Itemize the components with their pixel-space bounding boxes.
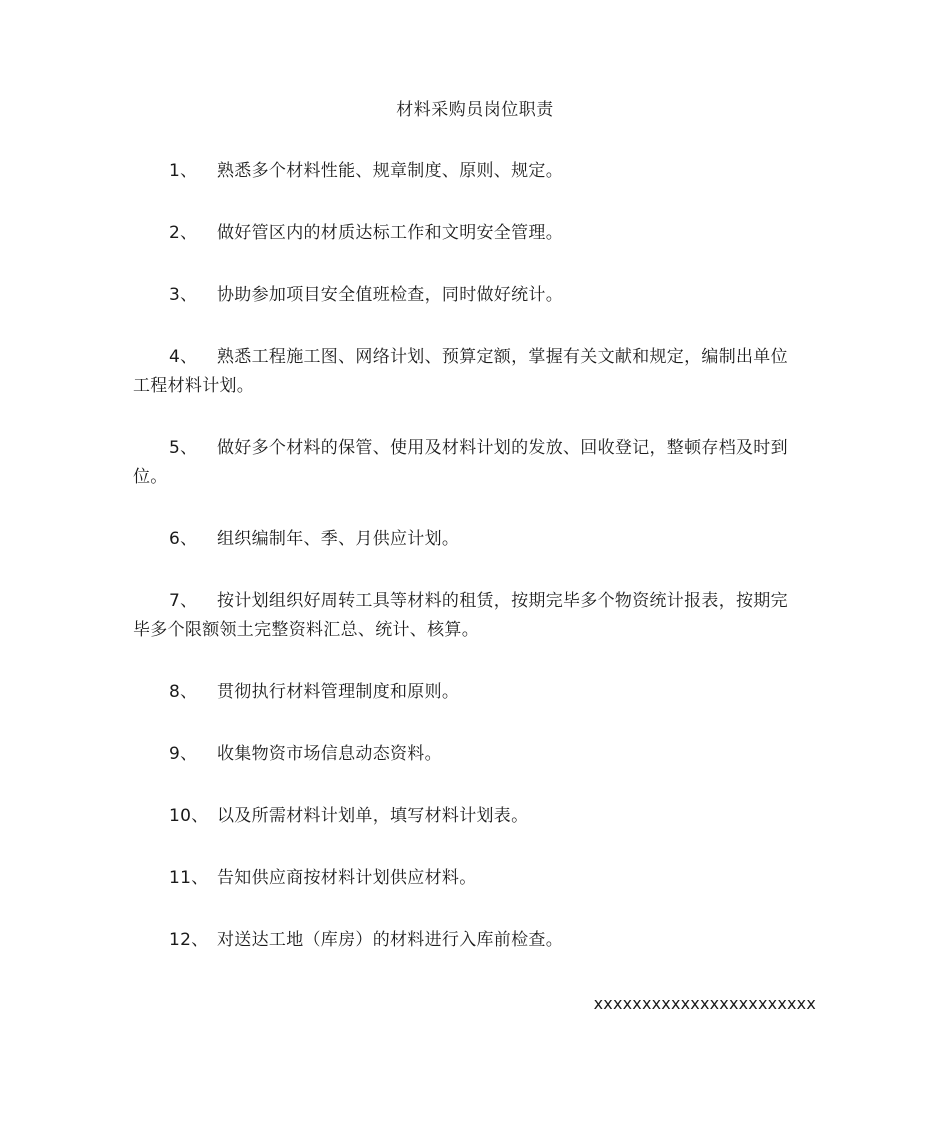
signature-placeholder: xxxxxxxxxxxxxxxxxxxxxxx: [593, 994, 816, 1013]
list-item-number: 8、: [169, 682, 198, 702]
list-item-number: 4、: [169, 347, 198, 367]
list-item: [133, 678, 823, 707]
list-item-text: 熟悉工程施工图、网络计划、预算定额，掌握有关文献和规定，编制出单位: [217, 347, 788, 367]
list-item: [133, 157, 823, 186]
list-item-first-line: [133, 740, 823, 769]
list-item-number: 6、: [169, 529, 198, 549]
list-item-number: 12、: [169, 930, 209, 950]
list-item-number: 9、: [169, 744, 198, 764]
list-item: [133, 219, 823, 248]
list-item-number: 10、: [169, 806, 209, 826]
document-title: 材料采购员岗位职责: [396, 100, 554, 120]
list-item-first-line: [133, 525, 823, 554]
list-item-first-line: [133, 281, 823, 310]
duty-list: [133, 157, 823, 988]
list-item-continuation: 毕多个限额领土完整资料汇总、统计、核算。: [133, 620, 479, 640]
list-item-number: 3、: [169, 285, 198, 305]
list-item-number: 2、: [169, 223, 198, 243]
list-item: [133, 525, 823, 554]
list-item-text: 做好管区内的材质达标工作和文明安全管理。: [217, 223, 563, 243]
list-item-first-line: [133, 343, 823, 372]
list-item-text: 组织编制年、季、月供应计划。: [217, 529, 460, 549]
list-item-first-line: [133, 926, 823, 955]
list-item-text: 按计划组织好周转工具等材料的租赁，按期完毕多个物资统计报表，按期完: [217, 591, 788, 611]
list-item-continuation: 工程材料计划。: [133, 376, 255, 396]
list-item-first-line: [133, 802, 823, 831]
list-item: [133, 740, 823, 769]
list-item-first-line: [133, 678, 823, 707]
list-item: [133, 926, 823, 955]
list-item-text: 收集物资市场信息动态资料。: [217, 744, 442, 764]
list-item-first-line: [133, 864, 823, 893]
list-item-continuation: 位。: [133, 467, 168, 487]
list-item-first-line: [133, 434, 823, 463]
list-item-number: 7、: [169, 591, 198, 611]
list-item-first-line: [133, 219, 823, 248]
list-item-first-line: [133, 157, 823, 186]
list-item: [133, 434, 823, 492]
list-item-text: 贯彻执行材料管理制度和原则。: [217, 682, 460, 702]
list-item-text: 熟悉多个材料性能、规章制度、原则、规定。: [217, 161, 563, 181]
list-item: [133, 802, 823, 831]
list-item-text: 协助参加项目安全值班检查，同时做好统计。: [217, 285, 563, 305]
list-item-text: 以及所需材料计划单，填写材料计划表。: [217, 806, 529, 826]
list-item: [133, 281, 823, 310]
list-item-number: 5、: [169, 438, 198, 458]
list-item-text: 对送达工地（库房）的材料进行入库前检查。: [217, 930, 563, 950]
list-item: [133, 343, 823, 401]
list-item-number: 1、: [169, 161, 198, 181]
list-item-number: 11、: [169, 868, 209, 888]
list-item-first-line: [133, 587, 823, 616]
list-item: [133, 587, 823, 645]
list-item: [133, 864, 823, 893]
list-item-text: 做好多个材料的保管、使用及材料计划的发放、回收登记，整顿存档及时到: [217, 438, 788, 458]
list-item-text: 告知供应商按材料计划供应材料。: [217, 868, 477, 888]
